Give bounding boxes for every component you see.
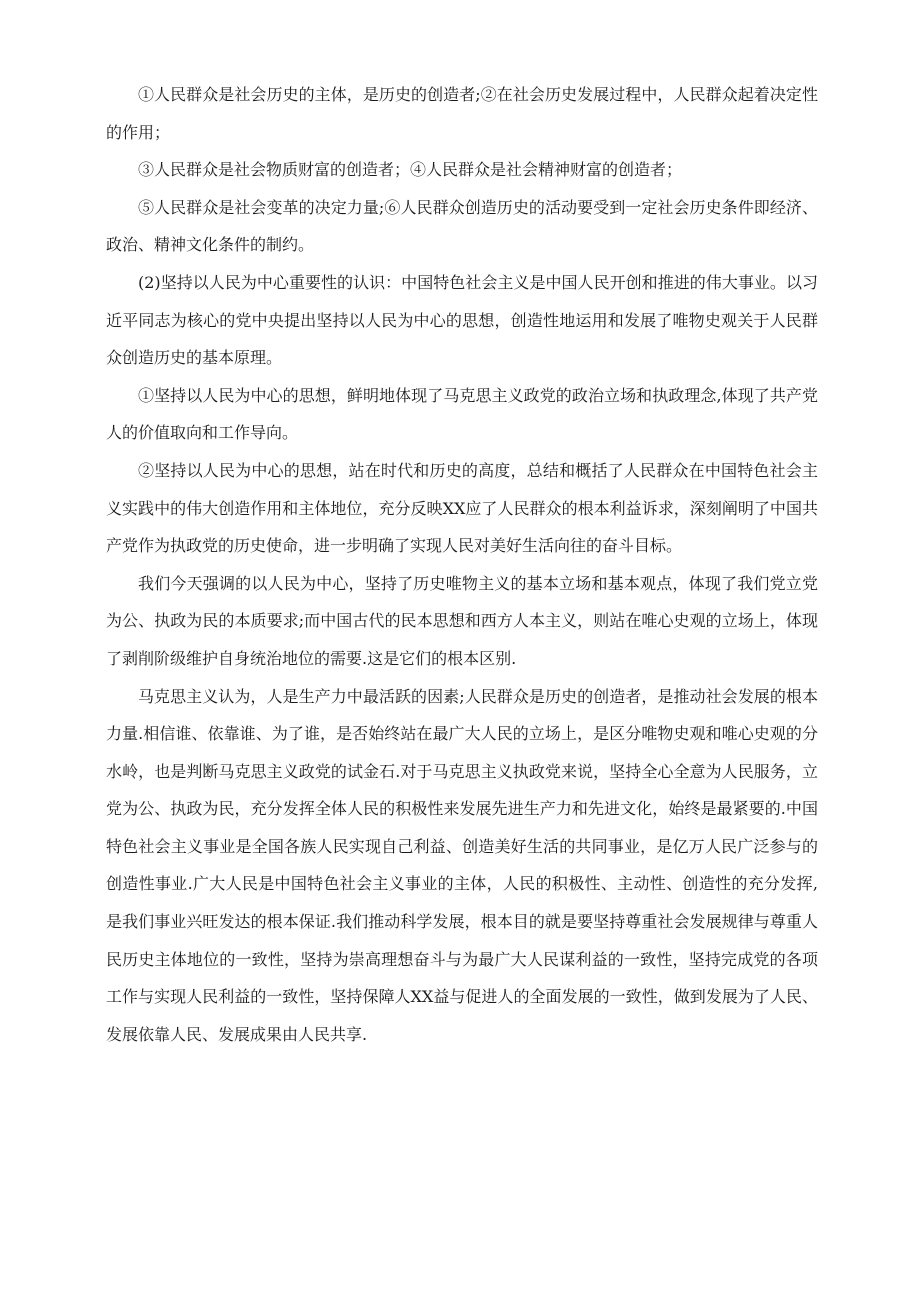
document-body	[106, 76, 818, 1053]
paragraph-wealth-creators: ③人民群众是社会物质财富的创造者；④人民群众是社会精神财富的创造者；	[138, 160, 683, 180]
paragraph-decisive-force: ⑤人民群众是社会变革的决定力量;⑥人民群众创造历史的活动要受到一定社会历史条件即经济、政治、精神文化条件的制约。	[106, 197, 818, 255]
paragraph-people-centered-importance: (2)坚持以人民为中心重要性的认识：中国特色社会主义是中国人民开创和推进的伟大事业。以习近平同志为核心的党中央提出坚持以人民为中心的思想，创造性地运用和发展了唯物史观关于人民群众创造历史的基本原理。	[106, 272, 818, 368]
paragraph-political-stance: ①坚持以人民为中心的思想，鲜明地体现了马克思主义政党的政治立场和执政理念,体现了共产党人的价值取向和工作导向。	[106, 385, 818, 443]
paragraph-people-subject: ①人民群众是社会历史的主体，是历史的创造者;②在社会历史发展过程中，人民群众起着决定性的作用；	[106, 85, 818, 142]
paragraph-marxism-view: 马克思主义认为，人是生产力中最活跃的因素;人民群众是历史的创造者，是推动社会发展的根本力量.相信谁、依靠谁、为了谁，是否始终站在最广大人民的立场上，是区分唯物史观和唯心史观的分水岭，也是判断马克思主义政党的试金石.对于马克思主义执政党来说，坚持全心全意为人民服务，立党为公、执政为民，充分发挥全体人民的积极性来发展先进生产力和先进文化，始终是最紧要的.中国特色社会主义事业是全国各族人民实现自己利益、创造美好生活的共同事业，是亿万人民广泛参与的创造性事业.广大人民是中国特色社会主义事业的主体，人民的积极性、主动性、创造性的充分发挥,是我们事业兴旺发达的根本保证.我们推动科学发展，根本目的就是要坚持尊重社会发展规律与尊重人民历史主体地位的一致性，坚持为崇高理想奋斗与为最广大人民谋利益的一致性，坚持完成党的各项工作与实现人民利益的一致性，坚持保障人XX益与促进人的全面发展的一致性，做到发展为了人民、发展依靠人民、发展成果由人民共享.	[106, 686, 818, 1044]
paragraph-fundamental-difference: 我们今天强调的以人民为中心，坚持了历史唯物主义的基本立场和基本观点，体现了我们党立党为公、执政为民的本质要求;而中国古代的民本思想和西方人本主义，则站在唯心史观的立场上，体现了剥削阶级维护自身统治地位的需要.这是它们的根本区别.	[106, 573, 818, 668]
paragraph-historical-height: ②坚持以人民为中心的思想，站在时代和历史的高度，总结和概括了人民群众在中国特色社会主义实践中的伟大创造作用和主体地位，充分反映XX应了人民群众的根本利益诉求，深刻阐明了中国共产党作为执政党的历史使命，进一步明确了实现人民对美好生活向往的奋斗目标。	[106, 460, 818, 556]
